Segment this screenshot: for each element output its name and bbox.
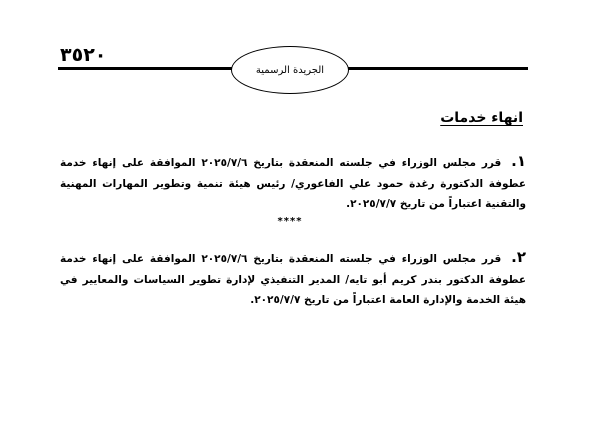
decision-item — [60, 151, 526, 215]
masthead-oval — [231, 46, 349, 94]
header-rule-right — [348, 67, 528, 70]
header-rule-left — [58, 67, 232, 70]
item-text: قرر مجلس الوزراء في جلسته المنعقدة بتاريخ ٢٠٢٥/٧/٦ الموافقة على إنهاء خدمة عطوفة الدكتور بندر كريم أبو تايه/ المدير التنفيذي لإدارة تطوير السياسات والمعايير في هيئة الخدمة والإدارة العامة اعتباراً من تاريخ ٢٠٢٥/٧/٧. — [60, 253, 526, 306]
item-number: ١. — [511, 152, 527, 170]
masthead-title: الجريدة الرسمية — [255, 64, 325, 76]
decision-item — [60, 247, 526, 311]
section-heading: انهاء خدمات — [440, 110, 523, 126]
item-number: ٢. — [511, 248, 527, 266]
item-text: قرر مجلس الوزراء في جلسته المنعقدة بتاريخ ٢٠٢٥/٧/٦ الموافقة على إنهاء خدمة عطوفة الدكتورة رغدة حمود علي الفاعوري/ رئيس هيئة تنمية وتطوير المهارات المهنية والتقنية اعتباراً من تاريخ ٢٠٢٥/٧/٧. — [60, 157, 526, 210]
separator: **** — [277, 216, 303, 227]
page-number: ٣٥٢٠ — [60, 44, 107, 66]
